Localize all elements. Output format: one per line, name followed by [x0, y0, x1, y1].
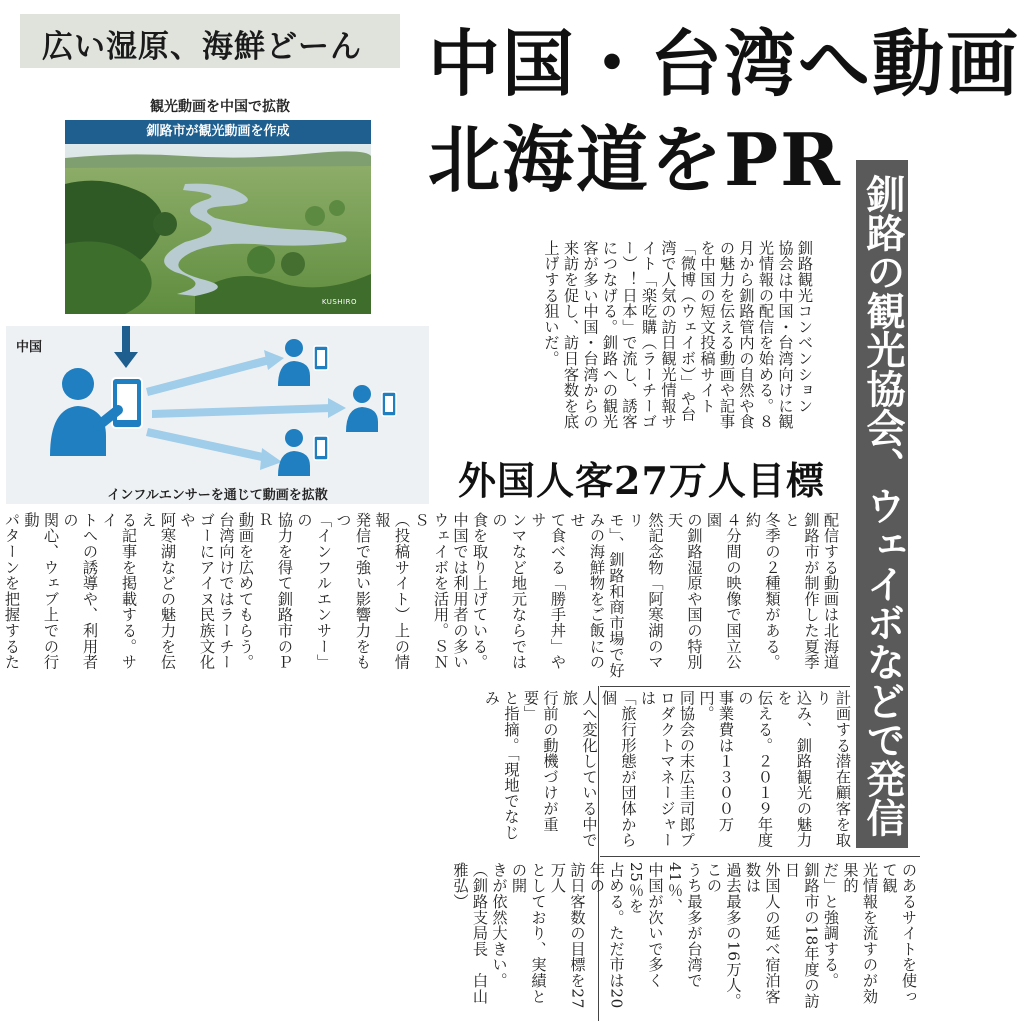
side-banner	[856, 160, 908, 848]
lead-line: を中国の短文投稿サイト	[698, 240, 717, 414]
body-line: 同協会の末広圭司郎プ	[678, 690, 696, 848]
side-banner-text: 釧路の観光協会、ウェイボなどで発信	[860, 174, 905, 837]
article-lead	[458, 240, 814, 440]
body-line: ウェイボを活用。ＳＮＳ	[412, 512, 450, 670]
lead-line: につなげる。釧路への観光	[601, 240, 619, 430]
lead-line: の魅力を伝える動画や記事	[718, 240, 736, 430]
lead-line: 月から釧路管内の自然や食	[737, 240, 756, 430]
lead-line: 釧路観光コンベンション	[796, 240, 814, 414]
article-final-block	[451, 862, 918, 1018]
article-bottom-block	[483, 690, 852, 852]
body-line: みの海鮮物をご飯にのせ	[568, 512, 606, 670]
body-line: 訪日客数の目標を27万人	[549, 862, 587, 1009]
body-line: 光情報を流すのが効果的	[841, 862, 879, 1005]
body-line: 発信で強い影響力をもつ	[334, 512, 372, 670]
lead-line: 上げする狙いだ。	[542, 240, 561, 367]
section-rule	[600, 856, 920, 857]
body-line: 食を取り上げている。	[471, 512, 489, 670]
body-line: 釧路市の18年度の訪日	[783, 862, 821, 1009]
body-line: 「インフルエンサー」の	[295, 512, 333, 670]
body-line: ロダクトマネージャーは	[639, 690, 677, 848]
body-line: 冬季の２種類がある。約	[744, 512, 782, 670]
headline-line-1: 中国・台湾へ動画	[428, 21, 1020, 106]
region-label: 中国	[16, 340, 43, 355]
headline-line-2: 北海道をPR	[428, 117, 842, 202]
body-line: ４分間の映像で国立公園	[705, 512, 743, 670]
body-line: 関心、ウェブ上での行動	[22, 512, 60, 670]
wetland-landscape-image	[65, 144, 371, 314]
body-line: パターンを把握するた	[3, 512, 21, 670]
body-line: 台湾向けではラーチー	[217, 512, 236, 670]
body-line: 人へ変化している中で旅	[561, 690, 599, 848]
article-mid-block	[4, 512, 840, 684]
section-rule	[600, 686, 850, 687]
body-line: る記事を掲載する。サイ	[100, 512, 138, 670]
subheadline: 外国人客27万人目標	[458, 458, 825, 503]
follower-person-icon	[278, 429, 328, 476]
body-line: の釧路湿原や国の特別天	[666, 512, 704, 670]
follower-person-icon	[346, 385, 396, 432]
body-line: 占める。ただ市は20年の	[588, 862, 626, 1009]
body-line: 然記念物「阿寒湖のマリ	[627, 512, 665, 670]
body-line: 阿寒湖などの魅力を伝え	[139, 512, 177, 670]
body-line: 伝える。２０１９年度の	[736, 690, 774, 848]
kicker-text: 広い湿原、海鮮どーん	[42, 29, 362, 65]
body-line: 「旅行形態が団体から個	[600, 690, 638, 848]
lead-line: 来訪を促し、訪日客数を底	[562, 240, 580, 430]
body-line: て食べる「勝手丼」やサ	[529, 512, 567, 670]
lead-line: 客が多い中国・台湾からの	[581, 240, 600, 430]
body-line: 込み、釧路観光の魅力を	[775, 690, 813, 848]
body-line: （投稿サイト）上の情報	[373, 512, 411, 670]
lead-line: 光情報の配信を始める。８	[757, 240, 775, 430]
body-line: ゴーにアイヌ民族文化や	[178, 512, 216, 670]
body-line: トへの誘導や、利用者の	[61, 512, 99, 670]
influencer-diagram	[6, 326, 429, 504]
body-line: 事業費は１３００万円。	[697, 690, 735, 833]
body-line: のあるサイトを使って観	[880, 862, 918, 1005]
body-line: モ」、釧路和商市場で好	[607, 512, 626, 679]
lead-line: 「微博（ウェイボ）」や台	[679, 240, 697, 422]
body-line: 動画を広めてもらう。	[237, 512, 255, 670]
column-rule	[598, 686, 599, 1021]
byline: （釧路支局長 白山雅弘）	[451, 862, 489, 1005]
down-arrow-icon	[114, 326, 138, 368]
follower-person-icon	[278, 339, 328, 386]
lead-line: 湾で人気の訪日観光情報サ	[659, 240, 678, 430]
photo-credit: KUSHIRO	[321, 298, 357, 306]
graphic-title: 観光動画を中国で拡散	[150, 99, 290, 115]
kicker-box	[20, 14, 400, 68]
body-line: うち最多が台湾で41％、	[666, 862, 704, 989]
body-line: 行前の動機づけが重要」	[522, 690, 560, 833]
wetland-photo	[65, 144, 371, 314]
body-line: だ」と強調する。	[822, 862, 840, 989]
body-line: 中国が次いで多く25％を	[627, 862, 665, 989]
diagram-caption: インフルエンサーを通じて動画を拡散	[107, 488, 328, 503]
body-line: 配信する動画は北海道	[822, 512, 840, 670]
body-line: 過去最多の16万人。この	[705, 862, 743, 1009]
body-line: 協力を得て釧路市のＰＲ	[256, 512, 294, 670]
influencer-person-icon	[50, 368, 142, 456]
body-line: きが依然大きい。	[490, 862, 509, 989]
body-line: 計画する潜在顧客を取り	[814, 690, 852, 848]
photo-caption-bar: 釧路市が観光動画を作成	[65, 120, 371, 144]
lead-line: ー）！日本」で流し、誘客	[620, 240, 639, 430]
body-line: ンマなど地元ならではの	[490, 512, 528, 670]
body-line: 外国人の延べ宿泊客数は	[744, 862, 782, 1005]
lead-line: イト「楽吃購（ラーチーゴ	[640, 240, 658, 430]
lead-line: 協会は中国・台湾向けに観	[776, 240, 795, 430]
body-line: としており、実績との開	[510, 862, 548, 1005]
body-line: と指摘。「現地でなじみ	[483, 690, 521, 841]
body-line: 釧路市が制作した夏季と	[783, 512, 821, 670]
body-line: 中国では利用者の多い	[451, 512, 470, 670]
